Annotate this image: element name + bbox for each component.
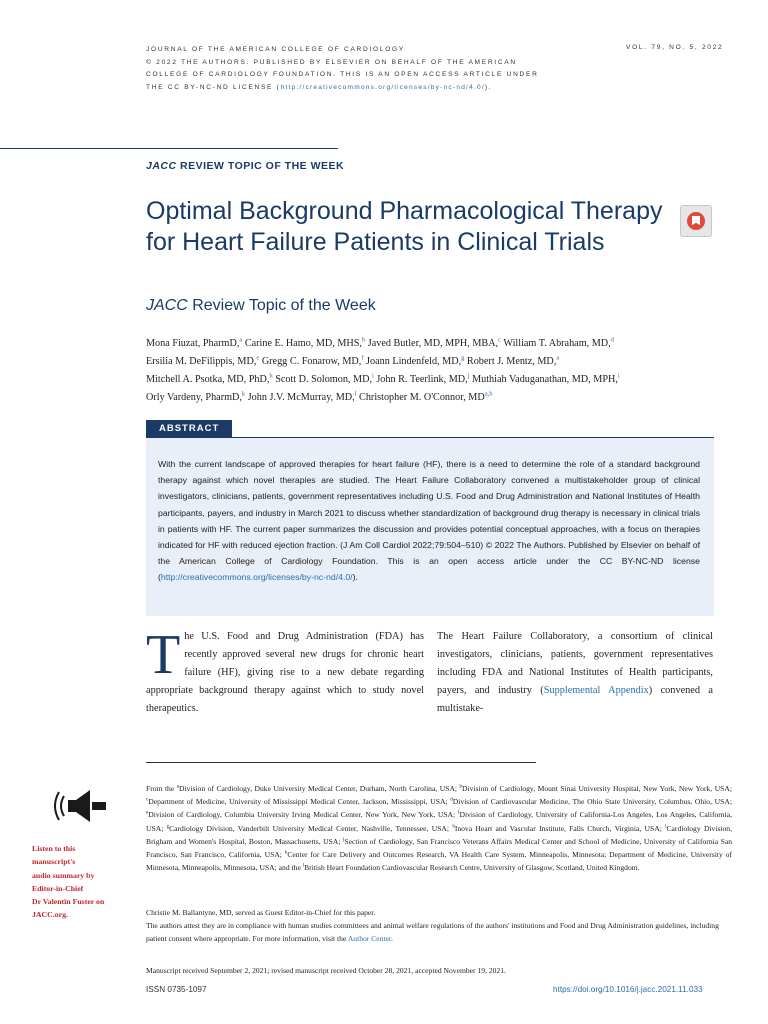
- author: Orly Vardeny, PharmD,$^k$: [146, 390, 246, 403]
- author-affiliation-marker: k: [241, 390, 246, 398]
- affiliations: [146, 782, 732, 874]
- affiliation-marker: d: [450, 797, 453, 803]
- author: William T. Abraham, MD,$^d$: [503, 336, 614, 349]
- author-affiliation-marker: a,h: [484, 390, 493, 398]
- affiliation-text: Division of Cardiology, Columbia University Irving Medical Center, New York, New York, USA;: [148, 810, 458, 820]
- attestation-end: .: [391, 934, 393, 944]
- journal-name: JOURNAL OF THE AMERICAN COLLEGE OF CARDIOLOGY: [146, 46, 405, 53]
- abstract-license-link[interactable]: http://creativecommons.org/licenses/by-nc-nd/4.0/: [160, 572, 353, 583]
- affiliation-marker: f: [457, 810, 460, 816]
- audio-note-line: Editor-in-Chief: [32, 883, 84, 893]
- author: John R. Teerlink, MD,$^j$: [376, 372, 470, 385]
- affiliation-text: Division of Cardiology, Duke University Medical Center, Durham, North Carolina, USA;: [178, 784, 460, 793]
- affiliation-text: From the: [146, 784, 177, 793]
- copyright-line-2: COLLEGE OF CARDIOLOGY FOUNDATION. THIS IS AN OPEN ACCESS ARTICLE UNDER: [146, 71, 539, 79]
- abstract-text: [158, 456, 700, 586]
- body-column-2-text-a: The Heart Failure Collaboratory, a consortium of clinical investigators, clinicians, patients, government representatives including FDA and National Institutes of Health participants, payers, and industry (: [437, 631, 713, 696]
- license-link[interactable]: http://creativecommons.org/licenses/by-nc-nd/4.0/: [280, 83, 485, 91]
- section-label-rest: REVIEW TOPIC OF THE WEEK: [176, 160, 345, 172]
- author: Christopher M. O'Connor, MD$^{a,h}$: [359, 390, 493, 403]
- author-affiliation-marker: d: [610, 336, 614, 344]
- author-affiliation-marker: i: [371, 372, 374, 380]
- body-column-2: [437, 628, 713, 718]
- author-affiliation-marker: g: [461, 354, 465, 362]
- body-column-1: [146, 624, 424, 718]
- author-affiliation-marker: l: [354, 390, 357, 398]
- section-label-italic: JACC: [146, 160, 177, 172]
- author-affiliation-marker: j: [467, 372, 470, 380]
- copyright-line-1: © 2022 THE AUTHORS. PUBLISHED BY ELSEVIER ON BEHALF OF THE AMERICAN: [146, 58, 517, 66]
- affiliation-text: Division of Cardiology, Mount Sinai University Hospital, New York, New York, USA;: [462, 784, 733, 793]
- affiliation-text: Inova Heart and Vascular Institute, Falls Church, Virginia, USA;: [454, 823, 666, 833]
- audio-note-line: Dr Valentin Fuster on: [32, 897, 105, 907]
- audio-note-line: Listen to this manuscript's: [32, 844, 76, 867]
- affiliation-marker: j: [342, 837, 345, 843]
- author: Mitchell A. Psotka, MD, PhD,$^h$: [146, 372, 273, 385]
- abstract-label: ABSTRACT: [146, 420, 232, 437]
- volume-info: VOL. 79, NO. 5, 2022: [626, 44, 724, 51]
- affiliation-marker: k: [284, 850, 288, 856]
- subtitle-rest: Review Topic of the Week: [187, 297, 376, 314]
- journal-header: [146, 44, 546, 94]
- author-affiliation-marker: h: [269, 372, 273, 380]
- affiliation-text: Division of Cardiovascular Medicine, The Ohio State University, Columbus, Ohio, USA;: [452, 797, 732, 807]
- license-prefix: THE CC BY-NC-ND LICENSE (: [146, 83, 281, 91]
- author-center-link[interactable]: Author Center: [347, 934, 392, 944]
- affiliation-text: Cardiology Division, Vanderbilt University Medical Center, Nashville, Tennessee, USA;: [169, 823, 453, 833]
- affiliation-marker: e: [146, 810, 149, 816]
- issn: ISSN 0735-1097: [146, 985, 207, 994]
- affiliation-text: Division of Cardiology, University of California-Los Angeles, Los Angeles, California, USA;: [146, 810, 732, 833]
- affiliation-marker: l: [302, 863, 305, 869]
- affiliation-marker: h: [452, 824, 455, 830]
- author-affiliation-marker: i: [617, 372, 620, 380]
- abstract-end: ).: [352, 572, 358, 583]
- audio-note-line: audio summary by: [32, 870, 95, 880]
- author-affiliation-marker: a: [556, 354, 560, 362]
- drop-cap: T: [146, 624, 181, 686]
- author-affiliation-marker: c: [498, 336, 501, 344]
- affiliation-marker: i: [665, 824, 667, 830]
- affiliation-text: Department of Medicine, University of Mississippi Medical Center, Jackson, Mississippi, USA;: [148, 797, 451, 807]
- license-suffix: ).: [484, 83, 493, 91]
- affiliation-text: Center for Care Delivery and Outcomes Research, VA Health Care System, Minneapolis, Minnesota; Department of Medicine, University of Minnesota, Minneapolis, Minnesota, USA; and the: [146, 850, 732, 873]
- attestation-note: [146, 919, 732, 945]
- article-subtitle: [146, 297, 376, 315]
- author-affiliation-marker: b: [361, 336, 366, 344]
- supplemental-appendix-link[interactable]: Supplemental Appendix: [543, 685, 649, 696]
- crossmark-button[interactable]: [680, 205, 712, 237]
- body-column-1-text: he U.S. Food and Drug Administration (FDA) has recently approved several new drugs for chronic heart failure (HF), giving rise to a new debate regarding appropriate background therapy against which to study novel therapeutics.: [146, 631, 424, 714]
- audio-note-line: JACC.org.: [32, 910, 68, 920]
- attestation-text: The authors attest they are in compliance with human studies committees and animal welfare regulations of the authors' institutions and Food and Drug Administration guidelines, including patient consent where appropriate. For more information, visit the: [146, 921, 719, 944]
- article-title: Optimal Background Pharmacological Therapy for Heart Failure Patients in Clinical Trials: [146, 197, 663, 256]
- author: Mona Fiuzat, PharmD,$^a$: [146, 336, 243, 349]
- affiliation-marker: b: [459, 784, 463, 790]
- affiliation-marker: a: [176, 784, 179, 790]
- header-divider: [0, 148, 338, 149]
- audio-speaker-icon[interactable]: [54, 782, 108, 830]
- abstract-divider: [146, 437, 714, 438]
- audio-summary-note[interactable]: [32, 842, 118, 922]
- license-line: [146, 82, 546, 95]
- author-affiliation-marker: a: [239, 336, 243, 344]
- affiliation-text: British Heart Foundation Cardiovascular Research Centre, University of Glasgow, Scotland, United Kingdom.: [304, 863, 640, 873]
- author: Gregg C. Fonarow, MD,$^f$: [261, 354, 364, 367]
- author: Javed Butler, MD, MPH, MBA,$^c$: [367, 336, 501, 349]
- subtitle-italic: JACC: [146, 297, 188, 314]
- footnote-divider: [146, 762, 536, 763]
- body-column-2-text-b: ) convened a multistake-: [437, 685, 713, 714]
- affiliation-text: Section of Cardiology, San Francisco Veterans Affairs Medical Center and School of Medicine, University of California San Francisco, San Francisco, California, USA;: [146, 836, 733, 860]
- manuscript-dates: Manuscript received September 2, 2021; revised manuscript received October 28, 2021, accepted November 19, 2021.: [146, 966, 506, 975]
- affiliation-text: Cardiology Division, Brigham and Women's Hospital, Boston, Massachusetts, USA;: [146, 823, 732, 846]
- doi-link[interactable]: https://doi.org/10.1016/j.jacc.2021.11.033: [553, 985, 703, 994]
- section-label: [146, 160, 344, 172]
- author-affiliation-marker: e: [256, 354, 260, 362]
- author: Scott D. Solomon, MD,$^i$: [275, 372, 374, 385]
- author: Ersilia M. DeFilippis, MD,$^e$: [146, 354, 260, 367]
- author: Robert J. Mentz, MD,$^a$: [466, 354, 560, 367]
- abstract-body: With the current landscape of approved therapies for heart failure (HF), there is a need to determine the role of a standard background therapy against which novel therapies are studied. The Heart Failure Collaboratory convened a multistakeholder group of clinical investigators, clinicians, patients, government representatives including U.S. Food and Drug Administration and National Institutes of Health participants, payers, and industry in March 2021 to discuss whether standardization of background drug therapy is necessary in clinical trials in patients with HF. The current paper summarizes the discussion and provides potential conceptual approaches, with a focus on therapies indicated for HF with reduced ejection fraction. (J Am Coll Cardiol 2022;79:504–510) © 2022 The Authors. Published by Elsevier on behalf of the American College of Cardiology Foundation. This is an open access article under the CC BY-NC-ND license (: [158, 459, 700, 583]
- author-list: [146, 335, 721, 407]
- guest-editor-note: Christie M. Ballantyne, MD, served as Guest Editor-in-Chief for this paper.: [146, 908, 376, 917]
- affiliation-marker: c: [146, 797, 149, 803]
- affiliation-marker: g: [166, 824, 170, 830]
- author: Carine E. Hamo, MD, MHS,$^b$: [244, 336, 366, 349]
- author: Muthiah Vaduganathan, MD, MPH,$^i$: [472, 372, 620, 385]
- author: John J.V. McMurray, MD,$^l$: [247, 390, 357, 403]
- author-affiliation-marker: f: [361, 354, 364, 362]
- author: Joann Lindenfeld, MD,$^g$: [366, 354, 465, 367]
